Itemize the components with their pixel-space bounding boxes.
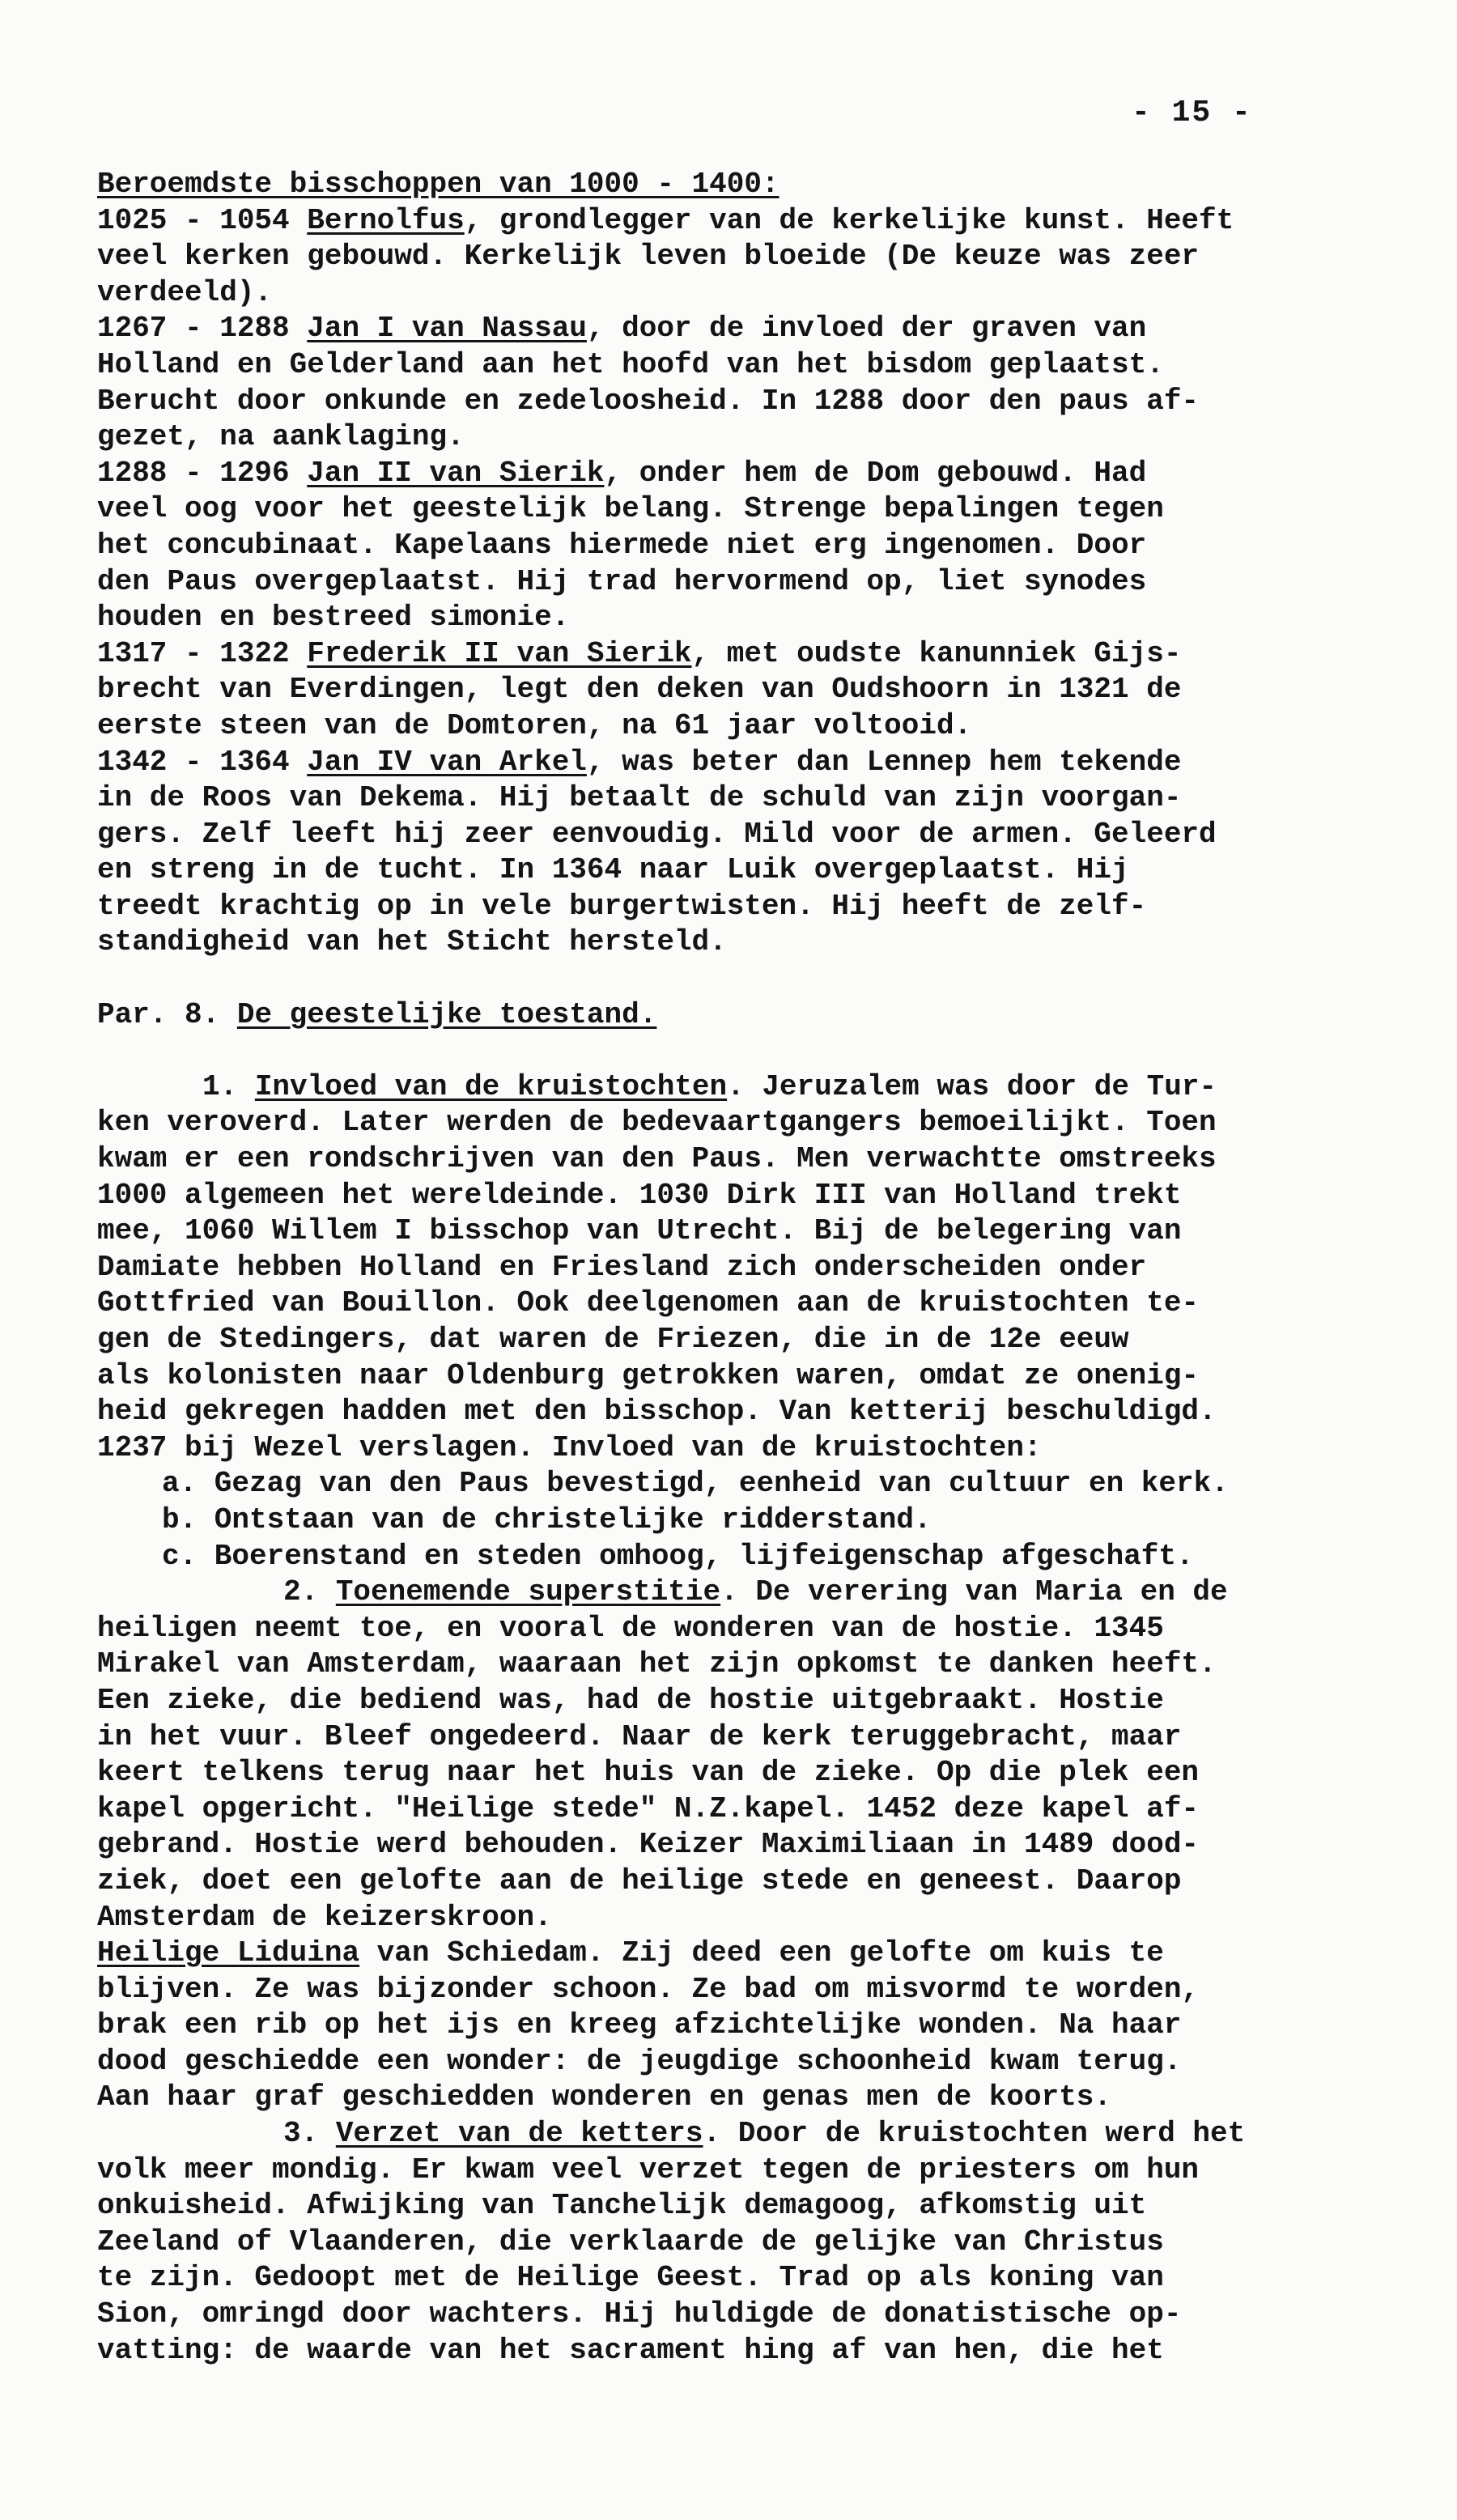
section-text-line: 1237 bij Wezel verslagen. Invloed van de kruistochten: — [97, 1430, 1042, 1464]
bishop-text-line: verdeeld). — [97, 275, 273, 309]
bishop-text-line: brecht van Everdingen, legt den deken van Oudshoorn in 1321 de — [97, 673, 1182, 707]
section-text-line: onkuisheid. Afwijking van Tanchelijk demagoog, afkomstig uit — [97, 2189, 1147, 2223]
section-text-line: keert telkens terug naar het huis van de zieke. Op die plek een — [97, 1756, 1200, 1790]
section-text-line: brak een rib op het ijs en kreeg afzichtelijke wonden. Na haar — [97, 2008, 1182, 2042]
bishop-text-line: veel kerken gebouwd. Kerkelijk leven bloeide (De keuze was zeer — [97, 240, 1200, 274]
bishop-name: Jan I van Nassau — [307, 312, 587, 346]
effect-item: a. Gezag van den Paus bevestigd, eenheid van cultuur en kerk. — [162, 1467, 1229, 1501]
document-body — [97, 167, 1408, 2369]
page-number: - 15 - — [1132, 96, 1252, 130]
bishop-text-line: in de Roos van Dekema. Hij betaalt de schuld van zijn voorgan- — [97, 781, 1182, 815]
bishop-text-line: eerste steen van de Domtoren, na 61 jaar voltooid. — [97, 708, 972, 742]
bishop-text-line: houden en bestreed simonie. — [97, 601, 570, 635]
bishop-name: Jan IV van Arkel — [307, 745, 587, 779]
section-first-line — [97, 1069, 1408, 1106]
bishop-text-line: Berucht door onkunde en zedeloosheid. In 1288 door den paus af- — [97, 384, 1200, 418]
section-text-line: Sion, omringd door wachters. Hij huldigde de donatistische op- — [97, 2297, 1182, 2331]
bishop-years: 1288 - 1296 — [97, 456, 290, 490]
section-text-line: Gottfried van Bouillon. Ook deelgenomen aan de kruistochten te- — [97, 1286, 1200, 1320]
section-superstition — [97, 1574, 1408, 2116]
section-number: 1. — [202, 1069, 238, 1103]
section-text-line: te zijn. Gedoopt met de Heilige Geest. Trad op als koning van — [97, 2261, 1164, 2295]
bishop-first-line — [97, 636, 1408, 673]
paragraph-heading — [97, 997, 1408, 1034]
bishop-text-line: het concubinaat. Kapelaans hiermede niet erg ingenomen. Door — [97, 528, 1147, 562]
section-text-line: heiligen neemt toe, en vooral de wonderen van de hostie. 1345 — [97, 1611, 1164, 1645]
section-text-line: Mirakel van Amsterdam, waaraan het zijn opkomst te danken heeft. — [97, 1647, 1217, 1681]
section-text-line: als kolonisten naar Oldenburg getrokken waren, omdat ze onenig- — [97, 1358, 1200, 1392]
bishop-name: Jan II van Sierik — [307, 456, 605, 490]
bishop-text-line: gers. Zelf leeft hij zeer eenvoudig. Mild voor de armen. Geleerd — [97, 817, 1217, 851]
bishop-text-line: den Paus overgeplaatst. Hij trad hervormend op, liet synodes — [97, 564, 1147, 598]
bishop-text: , door de invloed der graven van — [586, 312, 1147, 346]
section-crusades — [97, 1069, 1408, 1574]
bishop-name: Frederik II van Sierik — [307, 636, 692, 670]
section-text-line: in het vuur. Bleef ongedeerd. Naar de kerk teruggebracht, maar — [97, 1719, 1182, 1753]
bishop-text: , grondlegger van de kerkelijke kunst. Heeft — [464, 203, 1234, 237]
paragraph-label: Par. 8. — [97, 997, 220, 1031]
section-first-line — [97, 2116, 1408, 2152]
bishop-first-line — [97, 456, 1408, 492]
section-text: . De verering van Maria en de — [720, 1575, 1228, 1609]
section-text-line: mee, 1060 Willem I bisschop van Utrecht. Bij de belegering van — [97, 1214, 1182, 1248]
liduina-first-line — [97, 1936, 1408, 1972]
bishops-heading: Beroemdste bisschoppen van 1000 - 1400: — [97, 168, 779, 201]
bishop-text-line: en streng in de tucht. In 1364 naar Luik overgeplaatst. Hij — [97, 853, 1129, 887]
section-text-line: Aan haar graf geschiedden wonderen en genas men de koorts. — [97, 2080, 1112, 2114]
section-text-line: Damiate hebben Holland en Friesland zich onderscheiden onder — [97, 1250, 1147, 1284]
section-text-line: ziek, doet een gelofte aan de heilige stede en geneest. Daarop — [97, 1863, 1182, 1897]
bishop-first-line — [97, 745, 1408, 781]
bishop-text-line: Holland en Gelderland aan het hoofd van het bisdom geplaatst. — [97, 347, 1164, 381]
effect-item: c. Boerenstand en steden omhoog, lijfeigenschap afgeschaft. — [162, 1539, 1194, 1573]
bishop-years: 1342 - 1364 — [97, 745, 290, 779]
bishop-years: 1267 - 1288 — [97, 312, 290, 346]
section-number: 3. — [283, 2117, 319, 2151]
liduina-title: Heilige Liduina — [97, 1936, 360, 1970]
bishop-entry — [97, 456, 1408, 636]
bishop-text: , met oudste kanunniek Gijs- — [691, 636, 1182, 670]
bishop-entry — [97, 745, 1408, 962]
effect-item: b. Ontstaan van de christelijke ridderstand. — [162, 1502, 932, 1536]
section-text-line: Een zieke, die bediend was, had de hostie uitgebraakt. Hostie — [97, 1683, 1164, 1717]
bishop-text: , was beter dan Lennep hem tekende — [586, 745, 1182, 779]
section-text-line: blijven. Ze was bijzonder schoon. Ze bad om misvormd te worden, — [97, 1972, 1200, 2006]
section-text-line: Amsterdam de keizerskroon. — [97, 1900, 552, 1934]
bishop-text-line: treedt krachtig op in vele burgertwisten. Hij heeft de zelf- — [97, 889, 1147, 923]
bishop-text-line: gezet, na aanklaging. — [97, 420, 465, 454]
bishop-first-line — [97, 203, 1408, 240]
bishops-heading-line — [97, 167, 1408, 203]
section-text-line: kwam er een rondschrijven van den Paus. Men verwachtte omstreeks — [97, 1142, 1217, 1176]
section-first-line — [97, 1574, 1408, 1611]
section-text: van Schiedam. Zij deed een gelofte om kuis te — [359, 1936, 1164, 1970]
bishop-text-line: veel oog voor het geestelijk belang. Strenge bepalingen tegen — [97, 492, 1164, 526]
section-text-line: vatting: de waarde van het sacrament hing af van hen, die het — [97, 2333, 1164, 2367]
section-title: Toenemende superstitie — [335, 1575, 721, 1609]
section-title: Verzet van de ketters — [335, 2117, 703, 2151]
section-text-line: gen de Stedingers, dat waren de Friezen, die in de 12e eeuw — [97, 1323, 1129, 1356]
bishop-text: , onder hem de Dom gebouwd. Had — [604, 456, 1147, 490]
bishop-entry — [97, 636, 1408, 745]
bishop-years: 1317 - 1322 — [97, 636, 290, 670]
section-number: 2. — [283, 1575, 319, 1609]
section-text-line: kapel opgericht. "Heilige stede" N.Z.kapel. 1452 deze kapel af- — [97, 1791, 1200, 1825]
section-text-line: dood geschiedde een wonder: de jeugdige schoonheid kwam terug. — [97, 2044, 1182, 2078]
bishop-name: Bernolfus — [307, 203, 465, 237]
bishop-text-line: standigheid van het Sticht hersteld. — [97, 925, 727, 959]
section-text: . Door de kruistochten werd het — [703, 2117, 1246, 2151]
section-heretics — [97, 2116, 1408, 2369]
bishop-entry — [97, 203, 1408, 312]
section-text-line: 1000 algemeen het wereldeinde. 1030 Dirk III van Holland trekt — [97, 1178, 1182, 1212]
section-text-line: volk meer mondig. Er kwam veel verzet tegen de priesters om hun — [97, 2152, 1200, 2186]
section-text-line: ken veroverd. Later werden de bedevaartgangers bemoeilijkt. Toen — [97, 1106, 1217, 1140]
section-text-line: Zeeland of Vlaanderen, die verklaarde de gelijke van Christus — [97, 2225, 1164, 2259]
bishop-entry — [97, 311, 1408, 455]
bishop-first-line — [97, 311, 1408, 347]
section-text-line: gebrand. Hostie werd behouden. Keizer Maximiliaan in 1489 dood- — [97, 1828, 1200, 1862]
section-text-line: heid gekregen hadden met den bisschop. Van ketterij beschuldigd. — [97, 1395, 1217, 1429]
paragraph-title: De geestelijke toestand. — [236, 997, 657, 1031]
blank-line — [97, 961, 1408, 997]
bishop-years: 1025 - 1054 — [97, 203, 290, 237]
section-text: . Jeruzalem was door de Tur- — [727, 1069, 1217, 1103]
section-title: Invloed van de kruistochten — [254, 1069, 728, 1103]
blank-line — [97, 1033, 1408, 1069]
